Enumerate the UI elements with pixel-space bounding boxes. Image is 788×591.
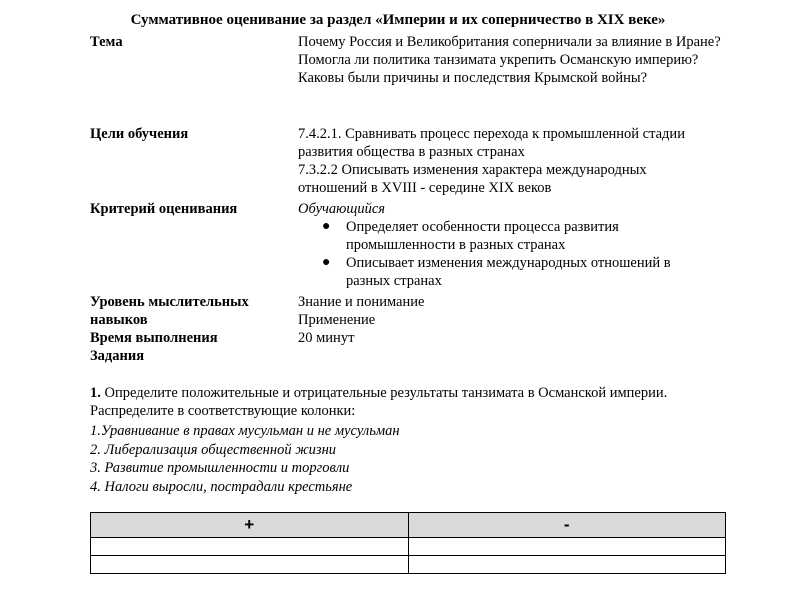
row-label-time: Время выполнения Задания	[90, 330, 218, 364]
criteria-item-text: Описывает изменения международных отношений в разных странах	[346, 255, 671, 289]
answer-cell-minus[interactable]	[408, 538, 726, 556]
task-option: 1.Уравнивание в правах мусульман и не мусульман	[90, 423, 400, 439]
criteria-list	[298, 218, 718, 290]
answer-cell-plus[interactable]	[91, 556, 409, 574]
row-label-tema: Тема	[90, 34, 123, 50]
table-header-row	[91, 513, 726, 538]
bullet-icon: ●	[322, 219, 331, 234]
answer-cell-plus[interactable]	[91, 538, 409, 556]
tema-question-1: Почему Россия и Великобритания соперничали за влияние в Иране?	[298, 34, 721, 50]
answer-table	[90, 512, 726, 574]
task-option: 2. Либерализация общественной жизни	[90, 441, 337, 458]
task-1	[90, 384, 730, 420]
goal-1: 7.4.2.1. Сравнивать процесс перехода к промышленной стадии развития общества в разных странах	[298, 126, 685, 160]
level-1: Знание и понимание	[298, 294, 425, 310]
task-options	[90, 422, 730, 496]
page-title: Суммативное оценивание за раздел «Империи и их соперничество в XIX веке»	[130, 12, 666, 28]
row-value-goals	[298, 125, 698, 197]
criteria-item	[298, 254, 718, 290]
bullet-icon: ●	[322, 255, 331, 270]
tema-question-2: Помогла ли политика танзимата укрепить Османскую империю? Каковы были причины и последствия Крымской войны?	[298, 52, 699, 86]
answer-cell-minus[interactable]	[408, 556, 726, 574]
column-header-minus: -	[408, 513, 726, 538]
criteria-subject: Обучающийся	[298, 201, 386, 217]
row-value-level	[298, 293, 728, 329]
row-value-criteria	[298, 200, 718, 290]
task-option: 3. Развитие промышленности и торговли	[90, 460, 350, 476]
row-label-goals: Цели обучения	[90, 126, 189, 142]
criteria-item-text: Определяет особенности процесса развития промышленности в разных странах	[346, 219, 619, 253]
row-label-criteria: Критерий оценивания	[90, 201, 238, 217]
task-option: 4. Налоги выросли, пострадали крестьяне	[90, 478, 353, 495]
task-text	[90, 384, 730, 420]
criteria-item	[298, 218, 718, 254]
task-instruction: Определите положительные и отрицательные результаты танзимата в Османской империи. Распределите в соответствующие колонки:	[90, 385, 668, 419]
row-value-tema	[298, 33, 728, 87]
row-label-level: Уровень мыслительных навыков	[90, 294, 249, 328]
goal-2: 7.3.2.2 Описывать изменения характера международных отношений в XVIII - середине XIX веков	[298, 162, 647, 196]
row-value-time: 20 минут	[298, 330, 355, 346]
task-number: 1.	[90, 385, 101, 401]
level-2: Применение	[298, 312, 376, 328]
table-row	[91, 556, 726, 574]
column-header-plus: +	[91, 513, 409, 538]
table-row	[91, 538, 726, 556]
